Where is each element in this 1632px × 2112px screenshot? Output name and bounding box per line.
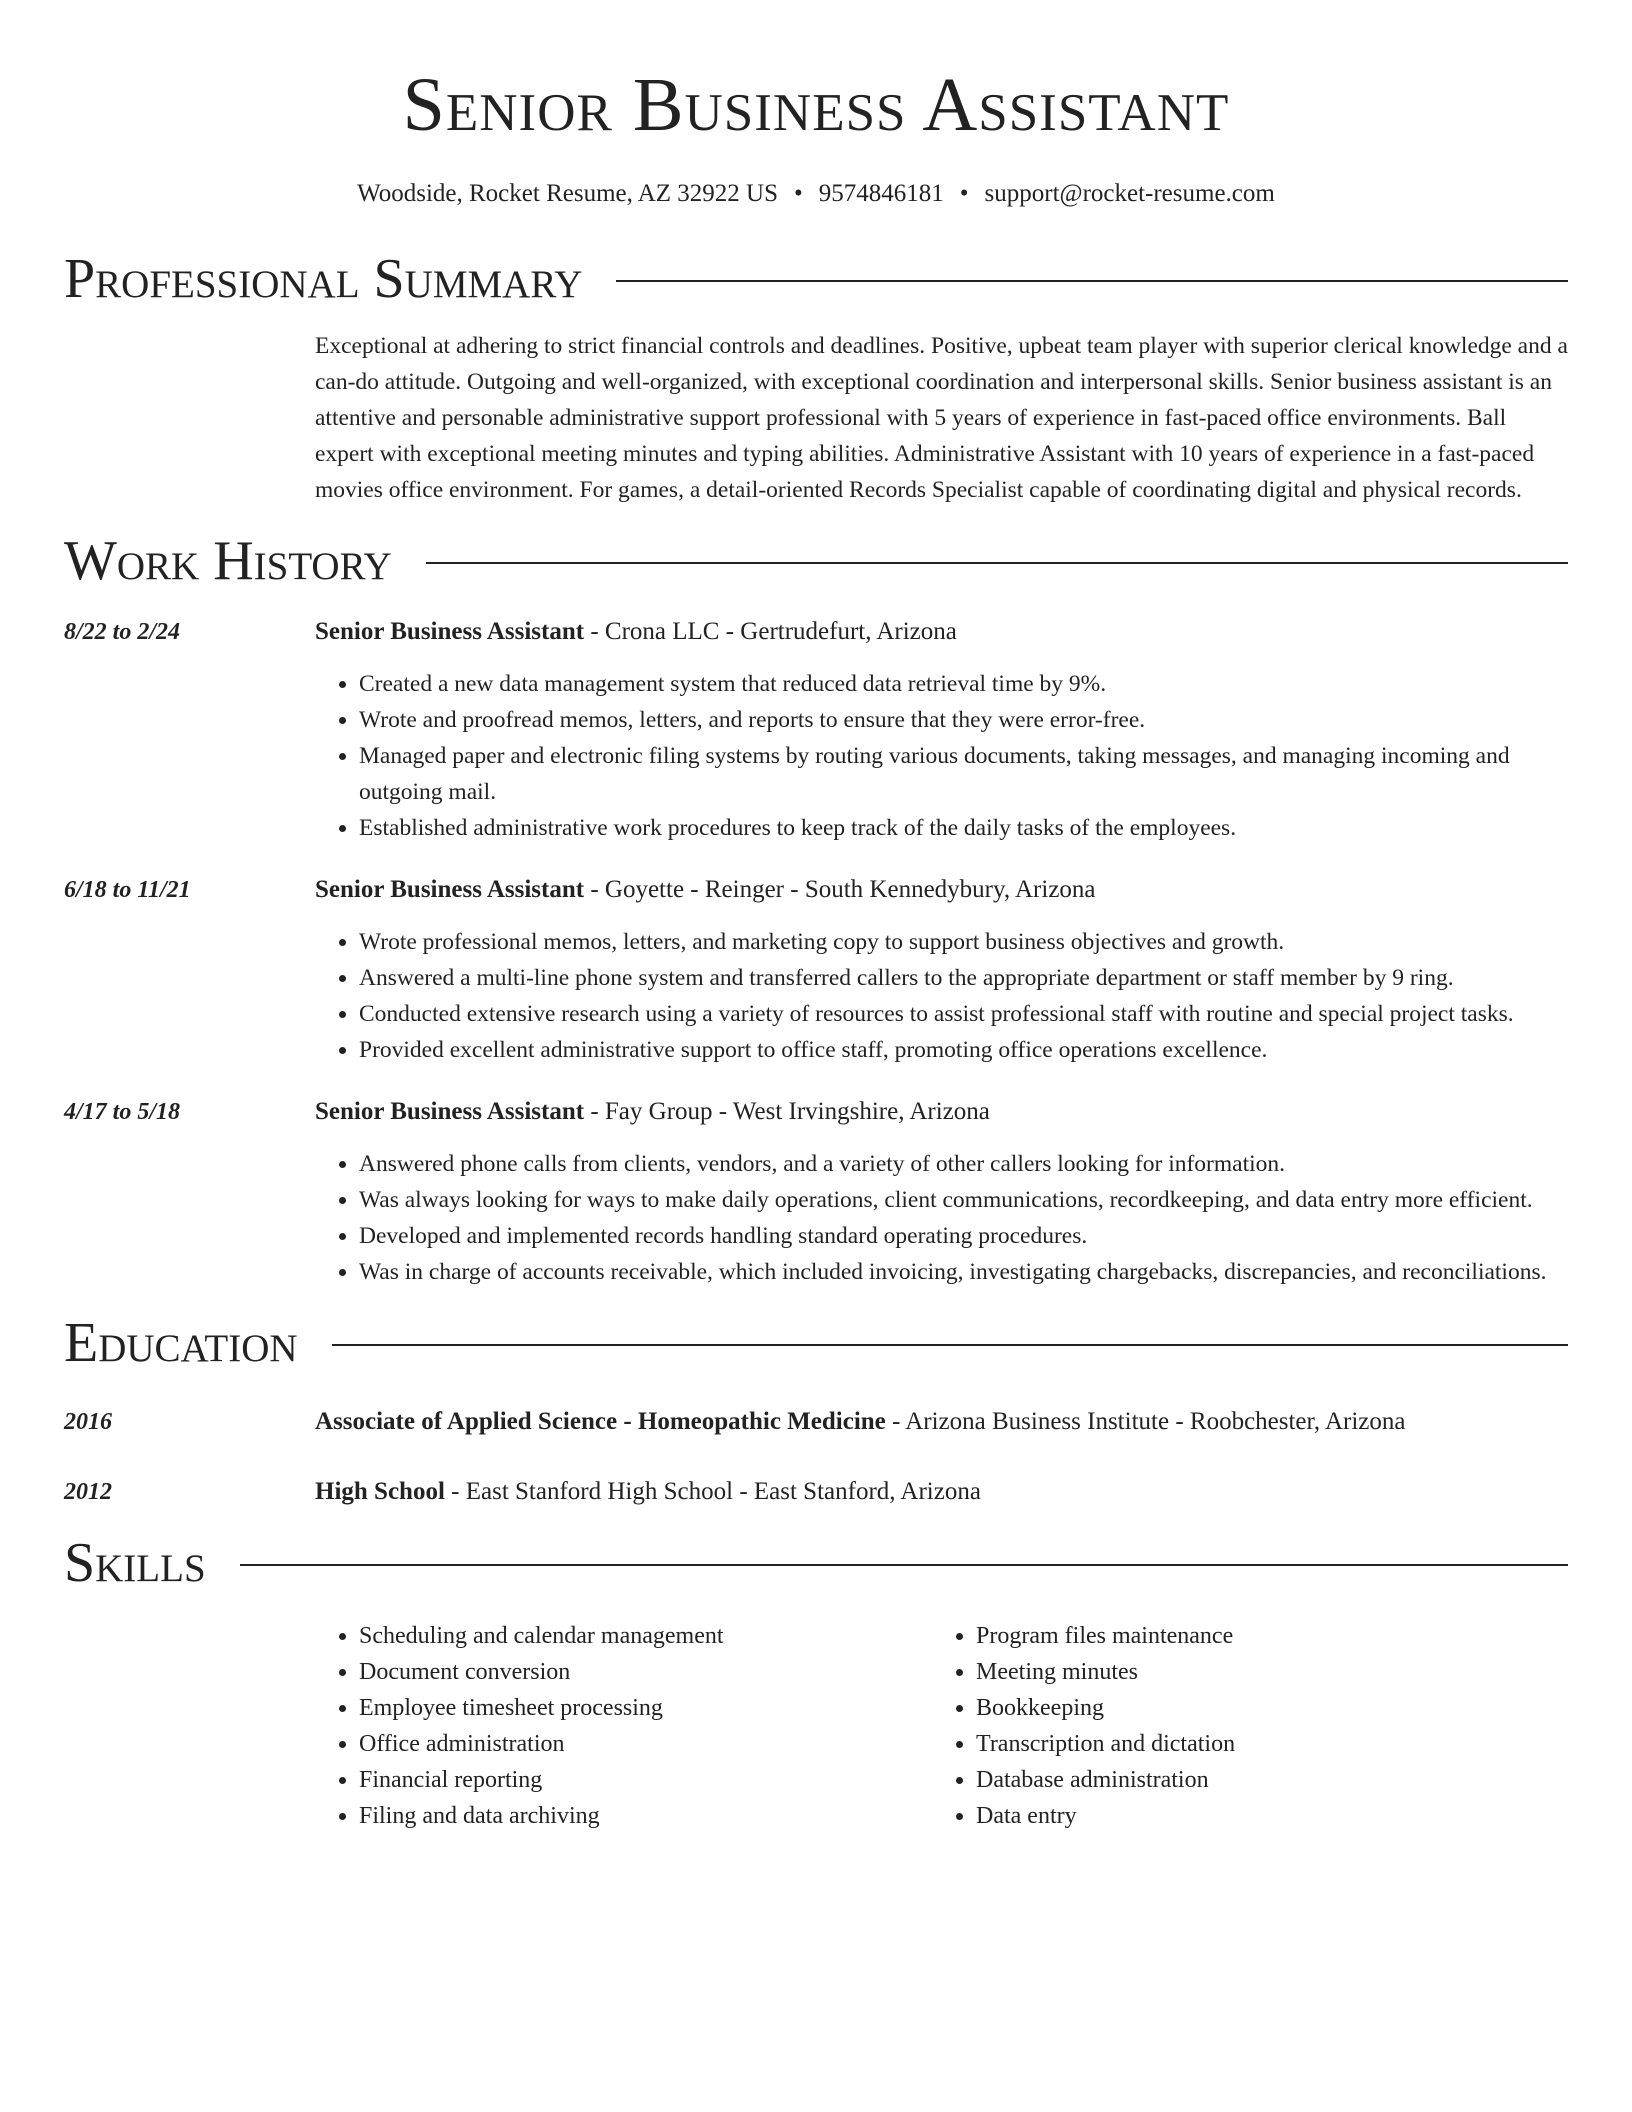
contact-separator: • xyxy=(959,180,969,207)
work-bullet: • Answered a multi-line phone system and transferred callers to the appropriate department or staff member by 9 ring. xyxy=(359,960,1568,996)
work-dates: 8/22 to 2/24 xyxy=(64,619,181,645)
work-section-heading xyxy=(64,530,1568,592)
work-entry xyxy=(64,872,1568,1068)
work-bullet: • Developed and implemented records handling standard operating procedures. xyxy=(359,1218,1568,1254)
skill-item: • Scheduling and calendar management xyxy=(359,1618,932,1654)
skill-item: • Transcription and dictation xyxy=(976,1726,1549,1762)
work-dates: 4/17 to 5/18 xyxy=(64,1099,181,1125)
work-bullet: • Provided excellent administrative support to office staff, promoting office operations excellence. xyxy=(359,1032,1568,1068)
contact-phone: 9574846181 xyxy=(818,180,944,207)
work-job-details: - Fay Group - West Irvingshire, Arizona xyxy=(584,1098,990,1125)
work-entry-body xyxy=(315,872,1568,1068)
education-year: 2012 xyxy=(64,1479,112,1505)
work-entry xyxy=(64,1094,1568,1290)
work-title-line xyxy=(315,614,1568,650)
skills-heading: Skills xyxy=(64,1532,206,1594)
work-entry-body xyxy=(315,614,1568,846)
skill-item: • Database administration xyxy=(976,1762,1549,1798)
work-dates: 6/18 to 11/21 xyxy=(64,877,191,903)
work-bullet: • Managed paper and electronic filing systems by routing various documents, taking messages, and managing incoming and outgoing mail. xyxy=(359,738,1568,810)
skills-section-heading xyxy=(64,1532,1568,1594)
education-title-line xyxy=(315,1404,1568,1440)
work-bullet: • Created a new data management system that reduced data retrieval time by 9%. xyxy=(359,666,1568,702)
skill-item: • Data entry xyxy=(976,1798,1549,1834)
work-job-title: Senior Business Assistant xyxy=(315,618,585,645)
skill-item: • Document conversion xyxy=(359,1654,932,1690)
skill-item: • Financial reporting xyxy=(359,1762,932,1798)
summary-heading: Professional Summary xyxy=(64,248,583,310)
summary-text: Exceptional at adhering to strict financial controls and deadlines. Positive, upbeat team player with superior clerical knowledge and a can-do attitude. Outgoing and well-organized, with exceptional coordination and interpersonal skills. Senior business assistant is an attentive and personable administrative support professional with 5 years of experience in fast-paced office environments. Ball expert with exceptional meeting minutes and typing abilities. Administrative Assistant with 10 years of experience in a fast-paced movies office environment. For games, a detail-oriented Records Specialist capable of coordinating digital and physical records. xyxy=(315,333,1568,503)
skills-grid xyxy=(315,1618,1568,1834)
skill-item: • Meeting minutes xyxy=(976,1654,1549,1690)
work-bullet: • Wrote professional memos, letters, and marketing copy to support business objectives and growth. xyxy=(359,924,1568,960)
education-details: - Arizona Business Institute - Roobchester, Arizona xyxy=(885,1408,1406,1435)
work-heading: Work History xyxy=(64,530,392,592)
work-bullet-list xyxy=(315,1146,1568,1290)
skill-item: • Bookkeeping xyxy=(976,1690,1549,1726)
resume-name: Senior Business Assistant xyxy=(402,63,1230,147)
work-job-title: Senior Business Assistant xyxy=(315,1098,585,1125)
work-title-line xyxy=(315,1094,1568,1130)
work-title-line xyxy=(315,872,1568,908)
section-divider xyxy=(332,1344,1568,1346)
work-history-list xyxy=(64,614,1568,1290)
education-entry xyxy=(64,1474,1568,1510)
work-entry-body xyxy=(315,1094,1568,1290)
education-list xyxy=(64,1404,1568,1510)
section-divider xyxy=(426,562,1568,564)
work-bullet: • Wrote and proofread memos, letters, and reports to ensure that they were error-free. xyxy=(359,702,1568,738)
skills-column-left xyxy=(315,1618,932,1834)
section-divider xyxy=(240,1564,1568,1566)
work-bullet-list xyxy=(315,924,1568,1068)
skill-item: • Employee timesheet processing xyxy=(359,1690,932,1726)
section-divider xyxy=(616,280,1568,282)
skill-item: • Program files maintenance xyxy=(976,1618,1549,1654)
education-entry xyxy=(64,1404,1568,1440)
skills-column-right xyxy=(932,1618,1549,1834)
education-degree: High School xyxy=(315,1478,445,1505)
contact-email: support@rocket-resume.com xyxy=(984,180,1275,207)
education-section-heading xyxy=(64,1312,1568,1374)
work-bullet: • Established administrative work procedures to keep track of the daily tasks of the employees. xyxy=(359,810,1568,846)
work-bullet-list xyxy=(315,666,1568,846)
work-bullet: • Was always looking for ways to make daily operations, client communications, recordkeeping, and data entry more efficient. xyxy=(359,1182,1568,1218)
work-job-title: Senior Business Assistant xyxy=(315,876,585,903)
work-entry xyxy=(64,614,1568,846)
skills-list-left xyxy=(315,1618,932,1834)
skill-item: • Filing and data archiving xyxy=(359,1798,932,1834)
summary-section-heading xyxy=(64,248,1568,310)
education-details: - East Stanford High School - East Stanford, Arizona xyxy=(444,1478,981,1505)
education-heading: Education xyxy=(64,1312,298,1374)
education-title-line xyxy=(315,1474,1568,1510)
work-bullet: • Conducted extensive research using a variety of resources to assist professional staff with routine and special project tasks. xyxy=(359,996,1568,1032)
work-bullet: • Was in charge of accounts receivable, which included invoicing, investigating chargebacks, discrepancies, and reconciliations. xyxy=(359,1254,1568,1290)
work-job-details: - Crona LLC - Gertrudefurt, Arizona xyxy=(584,618,957,645)
education-year: 2016 xyxy=(64,1409,112,1435)
skills-list-right xyxy=(932,1618,1549,1834)
contact-address: Woodside, Rocket Resume, AZ 32922 US xyxy=(357,180,779,207)
education-degree: Associate of Applied Science - Homeopathic Medicine xyxy=(315,1408,886,1435)
work-job-details: - Goyette - Reinger - South Kennedybury, Arizona xyxy=(584,876,1096,903)
contact-separator: • xyxy=(794,180,803,207)
skill-item: • Office administration xyxy=(359,1726,932,1762)
work-bullet: • Answered phone calls from clients, vendors, and a variety of other callers looking for information. xyxy=(359,1146,1568,1182)
contact-line xyxy=(64,178,1568,210)
